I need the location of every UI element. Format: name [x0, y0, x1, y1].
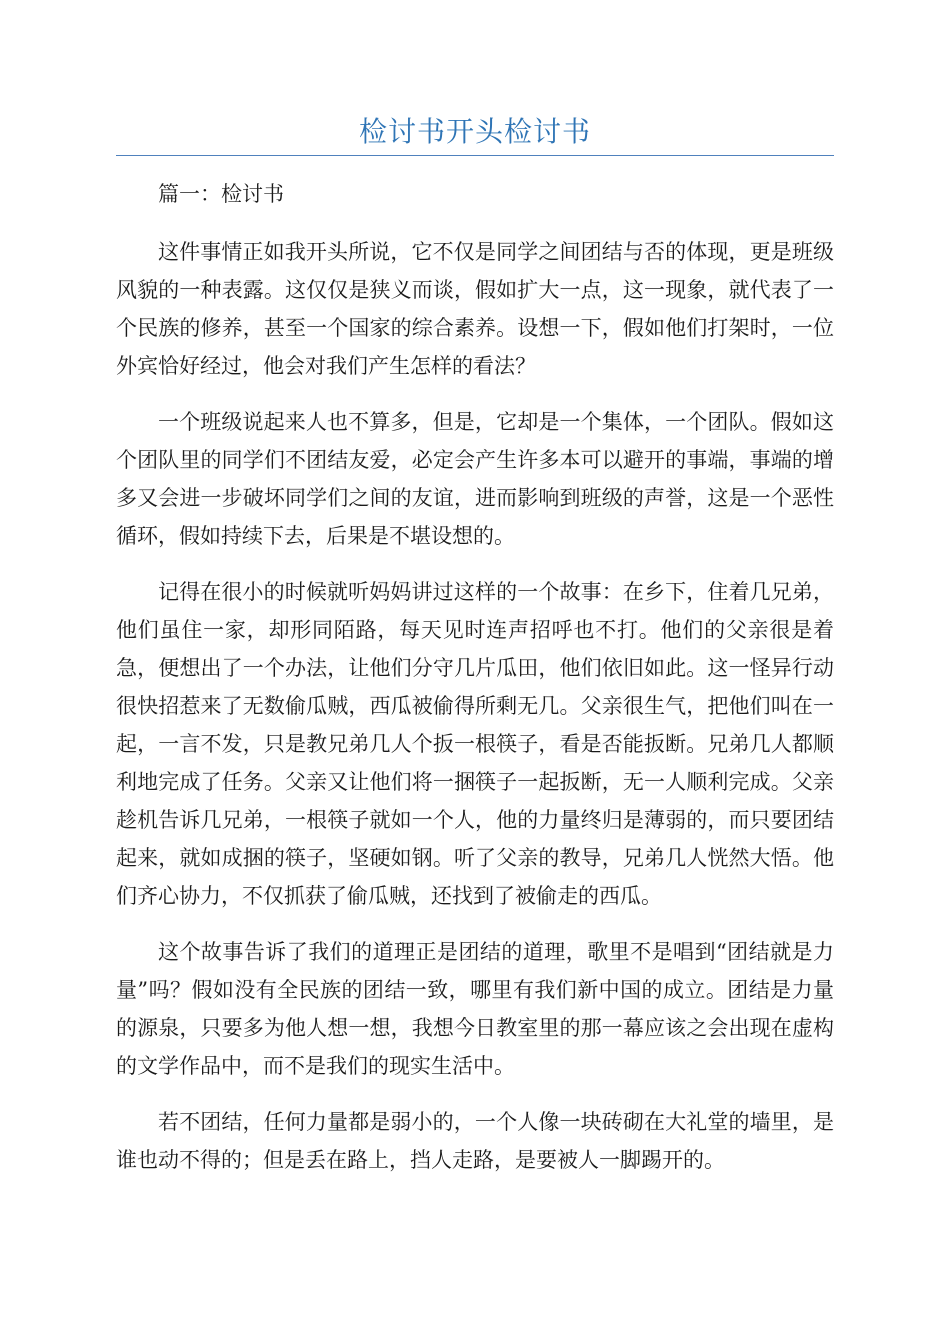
paragraph: 一个班级说起来人也不算多，但是，它却是一个集体，一个团队。假如这个团队里的同学们不团结友爱，必定会产生许多本可以避开的事端，事端的增多又会进一步破坏同学们之间的友谊，进而影响到班级的声誉，这是一个恶性循环，假如持续下去，后果是不堪设想的。: [116, 410, 834, 548]
document-body: [116, 175, 834, 1197]
paragraph: 记得在很小的时候就听妈妈讲过这样的一个故事：在乡下，住着几兄弟，他们虽住一家，却形同陌路，每天见时连声招呼也不打。他们的父亲很是着急，便想出了一个办法，让他们分守几片瓜田，他们依旧如此。这一怪异行动很快招惹来了无数偷瓜贼，西瓜被偷得所剩无几。父亲很生气，把他们叫在一起，一言不发，只是教兄弟几人个扳一根筷子，看是否能扳断。兄弟几人都顺利地完成了任务。父亲又让他们将一捆筷子一起扳断，无一人顺利完成。父亲趁机告诉几兄弟，一根筷子就如一个人，他的力量终归是薄弱的，而只要团结起来，就如成捆的筷子，坚硬如钢。听了父亲的教导，兄弟几人恍然大悟。他们齐心协力，不仅抓获了偷瓜贼，还找到了被偷走的西瓜。: [116, 580, 834, 908]
section-heading: 篇一：检讨书: [158, 182, 284, 206]
paragraph: 若不团结，任何力量都是弱小的，一个人像一块砖砌在大礼堂的墙里，是谁也动不得的；但是丢在路上，挡人走路，是要被人一脚踢开的。: [116, 1110, 834, 1172]
document-title: 检讨书开头检讨书: [358, 115, 591, 148]
paragraph: 这个故事告诉了我们的道理正是团结的道理，歌里不是唱到“团结就是力量”吗？假如没有全民族的团结一致，哪里有我们新中国的成立。团结是力量的源泉，只要多为他人想一想，我想今日教室里的那一幕应该之会出现在虚构的文学作品中，而不是我们的现实生活中。: [116, 940, 834, 1078]
paragraph: 这件事情正如我开头所说，它不仅是同学之间团结与否的体现，更是班级风貌的一种表露。这仅仅是狭义而谈，假如扩大一点，这一现象，就代表了一个民族的修养，甚至一个国家的综合素养。设想一下，假如他们打架时，一位外宾恰好经过，他会对我们产生怎样的看法？: [116, 240, 834, 378]
title-divider: [116, 155, 834, 156]
